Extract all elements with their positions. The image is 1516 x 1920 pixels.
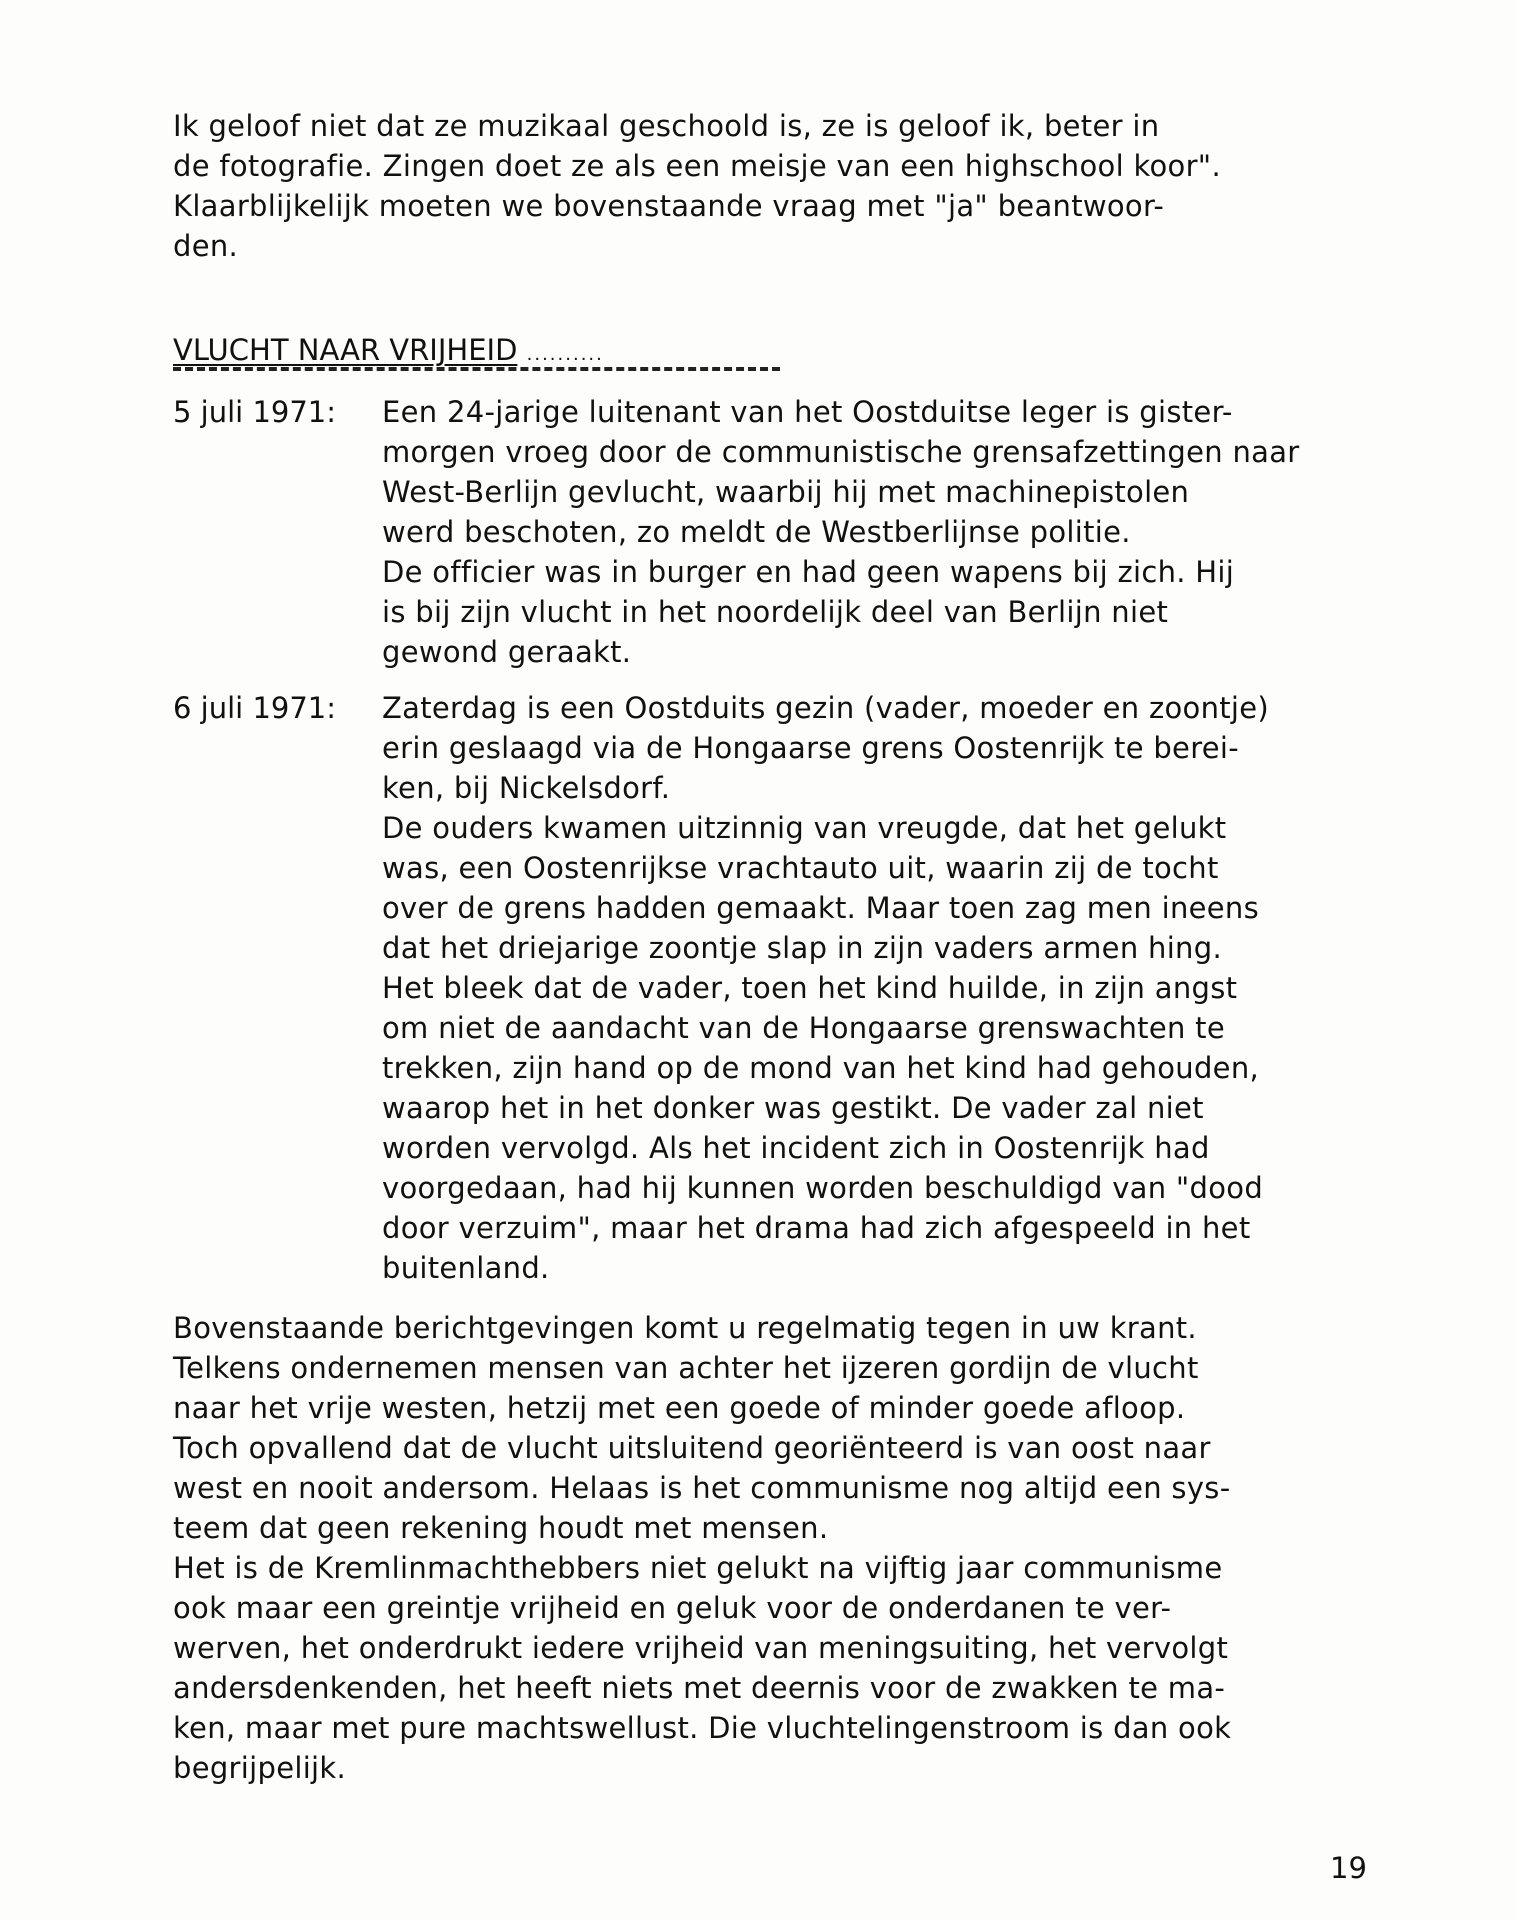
page-number: 19 [1330,1851,1367,1885]
text-line: Bovenstaande berichtgevingen komt u regelmatig tegen in uw krant. [173,1311,1197,1345]
text-line: om niet de aandacht van de Hongaarse grenswachten te [382,1011,1225,1045]
text-line: begrijpelijk. [173,1751,347,1785]
text-line: Ik geloof niet dat ze muzikaal geschoold is, ze is geloof ik, beter in [173,109,1160,143]
text-line: worden vervolgd. Als het incident zich in Oostenrijk had [382,1131,1210,1165]
text-line: West-Berlijn gevlucht, waarbij hij met machinepistolen [382,475,1190,509]
text-line: de fotografie. Zingen doet ze als een meisje van een highschool koor". [173,149,1221,183]
text-line: werd beschoten, zo meldt de Westberlijnse politie. [382,515,1131,549]
text-line: De ouders kwamen uitzinnig van vreugde, dat het gelukt [382,811,1227,845]
text-line: Klaarblijkelijk moeten we bovenstaande vraag met "ja" beantwoor- [173,189,1165,223]
text-line: Een 24-jarige luitenant van het Oostduitse leger is gister- [382,395,1233,429]
text-line: den. [173,229,239,263]
text-line: west en nooit andersom. Helaas is het communisme nog altijd een sys- [173,1471,1231,1505]
text-line: werven, het onderdrukt iedere vrijheid van meningsuiting, het vervolgt [173,1631,1229,1665]
text-line: was, een Oostenrijkse vrachtauto uit, waarin zij de tocht [382,851,1219,885]
text-line: ken, maar met pure machtswellust. Die vluchtelingenstroom is dan ook [173,1711,1232,1745]
text-line: naar het vrije westen, hetzij met een goede of minder goede afloop. [173,1391,1186,1425]
text-line: Het is de Kremlinmachthebbers niet gelukt na vijftig jaar communisme [173,1551,1223,1585]
section-title: VLUCHT NAAR VRIJHEID [173,333,518,367]
text-line: buitenland. [382,1251,550,1285]
text-line: morgen vroeg door de communistische grensafzettingen naar [382,435,1300,469]
text-line: door verzuim", maar het drama had zich afgespeeld in het [382,1211,1251,1245]
text-line: Het bleek dat de vader, toen het kind huilde, in zijn angst [382,971,1238,1005]
text-line: teem dat geen rekening houdt met mensen. [173,1511,829,1545]
text-line: gewond geraakt. [382,635,632,669]
text-line: ken, bij Nickelsdorf. [382,771,671,805]
text-line: dat het driejarige zoontje slap in zijn vaders armen hing. [382,931,1222,965]
section-title-dots: .......... [526,344,604,365]
text-line: ook maar een greintje vrijheid en geluk voor de onderdanen te ver- [173,1591,1172,1625]
text-line: trekken, zijn hand op de mond van het kind had gehouden, [382,1051,1260,1085]
heading-dashed-rule [173,367,780,371]
text-line: Telkens ondernemen mensen van achter het ijzeren gordijn de vlucht [173,1351,1199,1385]
entry-date: 5 juli 1971: [173,395,337,429]
text-line: is bij zijn vlucht in het noordelijk deel van Berlijn niet [382,595,1169,629]
text-line: waarop het in het donker was gestikt. De vader zal niet [382,1091,1204,1125]
text-line: erin geslaagd via de Hongaarse grens Oostenrijk te berei- [382,731,1240,765]
entry-date: 6 juli 1971: [173,691,337,725]
text-line: over de grens hadden gemaakt. Maar toen zag men ineens [382,891,1260,925]
text-line: andersdenkenden, het heeft niets met deernis voor de zwakken te ma- [173,1671,1226,1705]
text-line: voorgedaan, had hij kunnen worden beschuldigd van "dood [382,1171,1264,1205]
text-line: De officier was in burger en had geen wapens bij zich. Hij [382,555,1235,589]
text-line: Zaterdag is een Oostduits gezin (vader, moeder en zoontje) [382,691,1270,725]
text-line: Toch opvallend dat de vlucht uitsluitend georiënteerd is van oost naar [173,1431,1211,1465]
